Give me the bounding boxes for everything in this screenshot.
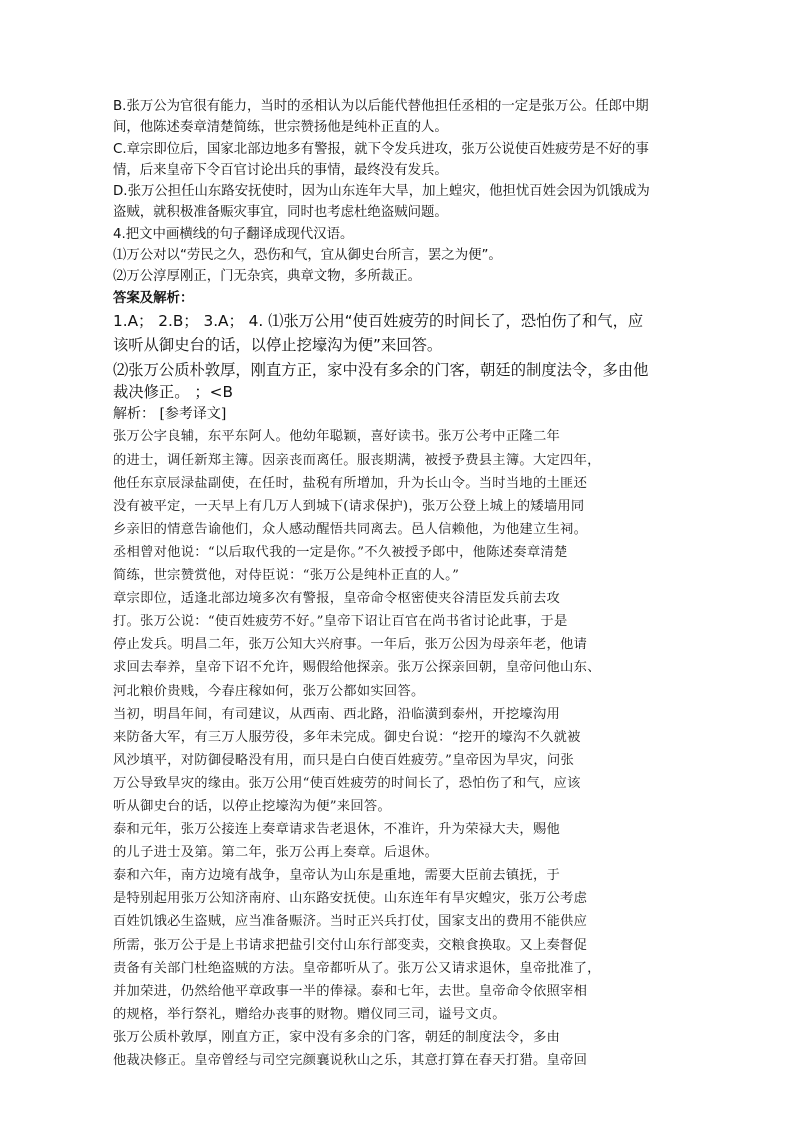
option-c — [113, 139, 683, 182]
option-b-line-1: B.张万公为官很有能力，当时的丞相认为以后能代替他担任丞相的一定是张万公。任郎中期 — [113, 99, 649, 114]
translation-line: 乡亲旧的情意告谕他们，众人感动醒悟共同离去。邑人信赖他，为他建立生祠。 — [113, 521, 588, 537]
translation-line: 泰和六年，南方边境有战争，皇帝认为山东是重地，需要大臣前去镇抚，于 — [113, 868, 561, 884]
option-d-line-1: D.张万公担任山东路安抚使时，因为山东连年大旱，加上蝗灾，他担忧百姓会因为饥饿成为 — [113, 184, 650, 200]
document-page — [113, 96, 683, 1072]
translation-line: 打。张万公说：“使百姓疲劳不好。”皇帝下诏让百官在尚书省讨论此事，于是 — [113, 614, 568, 630]
question-4-sentence-1: ⑴万公对以“劳民之久，恐伤和气，宜从御史台所言，罢之为便”。 — [113, 248, 502, 264]
answer-block — [113, 309, 683, 404]
translation-line: 来防备大军，有三万人服劳役，多年未完成。御史台说：“挖开的壕沟不久就被 — [113, 729, 581, 745]
translation-line: 丞相曾对他说：“以后取代我的一定是你。”不久被授予郎中，他陈述奏章清楚 — [113, 544, 568, 560]
translation-line: 他任东京辰渌盐副使，在任时，盐税有所增加，升为长山令。当时当地的土匪还 — [113, 475, 588, 491]
translation-line: 听从御史台的话，以停止挖壕沟为便”来回答。 — [113, 798, 391, 814]
translation-line: 百姓饥饿必生盗贼，应当准备赈济。当时正兴兵打仗，国家支出的费用不能供应 — [113, 914, 588, 930]
question-4-prompt: 4.把文中画横线的句子翻译成现代汉语。 — [113, 226, 354, 242]
option-b — [113, 96, 683, 139]
answer-line: 该听从御史台的话，以停止挖壕沟为便”来回答。 — [113, 336, 443, 355]
translation-line: 张万公质朴敦厚，刚直方正，家中没有多余的门客，朝廷的制度法令，多由 — [113, 1029, 561, 1045]
translation-line: 他裁决修正。皇帝曾经与司空完颜襄说秋山之乐，其意打算在春天打猎。皇帝回 — [113, 1053, 588, 1068]
translation-line: 河北粮价贵贱，今春庄稼如何，张万公都如实回答。 — [113, 683, 425, 699]
option-c-line-2: 情，后来皇帝下令百官讨论出兵的事情，最终没有发兵。 — [113, 162, 448, 178]
option-d — [113, 181, 683, 224]
translation-line: 停止发兵。明昌二年，张万公知大兴府事。一年后，张万公因为母亲年老，他请 — [113, 637, 588, 653]
analysis-heading: 解析： [参考译文] — [113, 406, 227, 423]
translation-line: 风沙填平，对防御侵略没有用，而只是白白使百姓疲劳。”皇帝因为旱灾，问张 — [113, 752, 574, 768]
translation-line: 所需，张万公于是上书请求把盐引交付山东行部变卖，交粮食换取。又上奏督促 — [113, 937, 588, 953]
answer-line: 1.A； 2.B； 3.A； 4. ⑴张万公用“使百姓疲劳的时间长了，恐怕伤了和气，应 — [113, 311, 644, 330]
translation-line: 简练，世宗赞赏他，对侍臣说：“张万公是纯朴正直的人。” — [113, 568, 460, 584]
answer-line: 裁决修正。 ；<B — [113, 383, 233, 402]
translation-line: 的儿子进士及第。第二年，张万公再上奏章。后退休。 — [113, 845, 439, 861]
option-b-line-2: 间，他陈述奏章清楚简练，世宗赞扬他是纯朴正直的人。 — [113, 120, 448, 136]
option-c-line-1: C.章宗即位后，国家北部边地多有警报，就下令发兵进攻，张万公说使百姓疲劳是不好的事 — [113, 141, 649, 157]
translation-line: 责备有关部门杜绝盗贼的方法。皇帝都听从了。张万公又请求退休，皇帝批准了， — [113, 960, 601, 976]
reference-translation — [113, 425, 683, 1072]
translation-line: 张万公字良辅，东平东阿人。他幼年聪颖，喜好读书。张万公考中正隆二年 — [113, 429, 561, 445]
translation-line: 并加荣进，仍然给他平章政事一半的俸禄。泰和七年，去世。皇帝命令依照宰相 — [113, 983, 588, 999]
answer-line: ⑵张万公质朴敦厚，刚直方正，家中没有多余的门客，朝廷的制度法令，多由他 — [113, 360, 649, 379]
question-4-sentence-2: ⑵万公淳厚刚正，门无杂宾，典章文物，多所裁正。 — [113, 269, 421, 285]
option-d-line-2: 盗贼，就积极准备赈灾事宜，同时也考虑杜绝盗贼问题。 — [113, 205, 448, 221]
translation-line: 当初，明昌年间，有司建议，从西南、西北路，沿临潢到泰州，开挖壕沟用 — [113, 706, 561, 722]
translation-line: 泰和元年，张万公接连上奏章请求告老退休，不准许，升为荣禄大夫，赐他 — [113, 822, 561, 838]
translation-line: 的进士，调任新郑主簿。因亲丧而离任。服丧期满，被授予费县主簿。大定四年， — [113, 452, 601, 468]
translation-line: 求回去奉养，皇帝下诏不允许，赐假给他探亲。张万公探亲回朝，皇帝问他山东、 — [113, 660, 601, 676]
translation-line: 的规格，举行祭礼，赠给办丧事的财物。赠仪同三司，谥号文贞。 — [113, 1006, 506, 1022]
translation-line: 章宗即位，适逢北部边境多次有警报，皇帝命令枢密使夹谷清臣发兵前去攻 — [113, 591, 561, 607]
translation-line: 万公导致旱灾的缘由。张万公用“使百姓疲劳的时间长了，恐怕伤了和气，应该 — [113, 775, 581, 791]
translation-line: 没有被平定，一天早上有几万人到城下(请求保护)，张万公登上城上的矮墙用同 — [113, 498, 585, 514]
translation-line: 是特别起用张万公知济南府、山东路安抚使。山东连年有旱灾蝗灾，张万公考虑 — [113, 891, 588, 907]
answer-heading: 答案及解析： — [113, 290, 194, 306]
